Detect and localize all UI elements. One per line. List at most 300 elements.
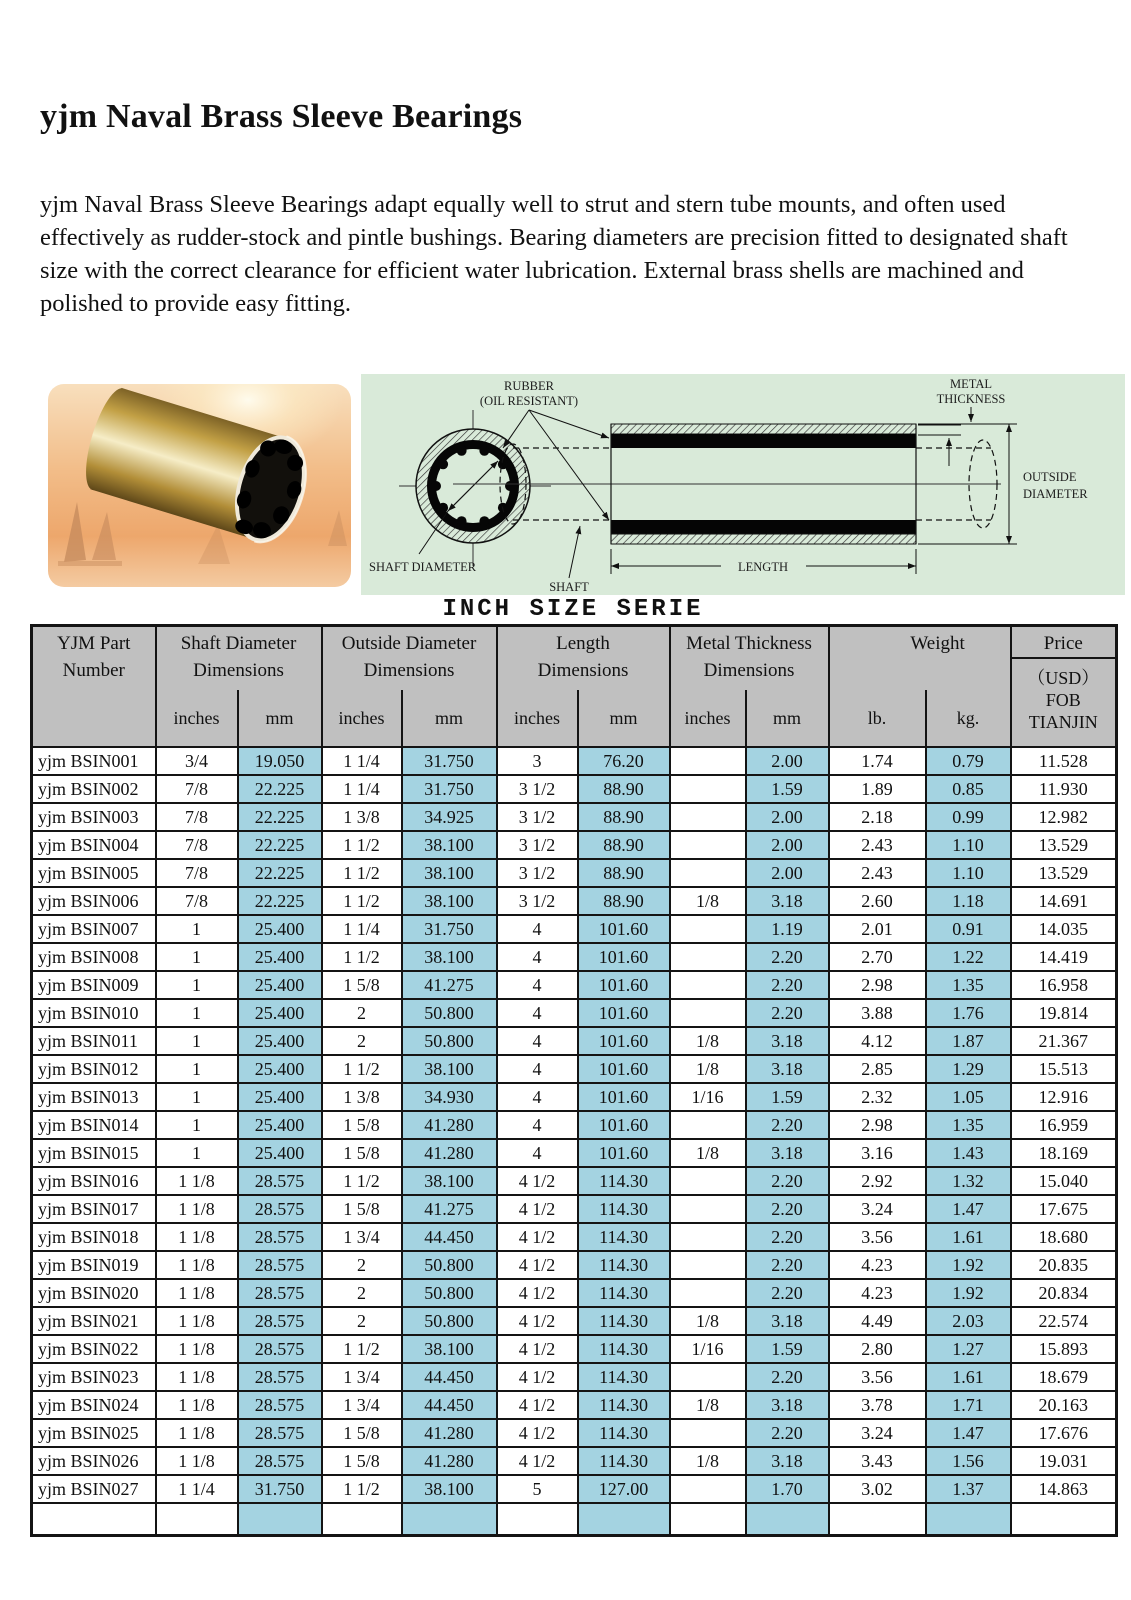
cell-mt-in bbox=[670, 1503, 746, 1536]
cell-len-in: 4 1/2 bbox=[497, 1307, 578, 1335]
cell-price: 20.834 bbox=[1011, 1279, 1117, 1307]
table-row bbox=[32, 1307, 1117, 1335]
header-unit-metal-mm: mm bbox=[746, 690, 829, 747]
cell-out-in: 1 1/4 bbox=[322, 747, 402, 775]
cell-out-mm: 31.750 bbox=[402, 775, 497, 803]
header-unit-lb: lb. bbox=[829, 690, 926, 747]
cell-out-mm: 41.280 bbox=[402, 1419, 497, 1447]
cell-out-in: 1 1/2 bbox=[322, 1055, 402, 1083]
table-row bbox=[32, 943, 1117, 971]
cell-len-mm: 114.30 bbox=[578, 1335, 670, 1363]
cell-mt-in bbox=[670, 1111, 746, 1139]
cell-out-mm: 38.100 bbox=[402, 887, 497, 915]
table-row bbox=[32, 1419, 1117, 1447]
cell-len-in: 3 1/2 bbox=[497, 887, 578, 915]
cell-out-mm bbox=[402, 1503, 497, 1536]
cell-mt-mm: 2.00 bbox=[746, 831, 829, 859]
cell-shaft-in bbox=[156, 1503, 238, 1536]
cell-part: yjm BSIN005 bbox=[32, 859, 156, 887]
cell-price: 16.958 bbox=[1011, 971, 1117, 999]
cell-out-in: 1 5/8 bbox=[322, 1111, 402, 1139]
cell-len-mm: 114.30 bbox=[578, 1223, 670, 1251]
cell-price: 18.679 bbox=[1011, 1363, 1117, 1391]
cell-mt-in: 1/16 bbox=[670, 1335, 746, 1363]
table-row bbox=[32, 1167, 1117, 1195]
cell-lb: 3.02 bbox=[829, 1475, 926, 1503]
cell-kg: 1.76 bbox=[926, 999, 1011, 1027]
cell-lb: 2.60 bbox=[829, 887, 926, 915]
cell-mt-mm: 1.59 bbox=[746, 1335, 829, 1363]
cell-price bbox=[1011, 1503, 1117, 1536]
cell-price: 11.528 bbox=[1011, 747, 1117, 775]
cell-kg: 1.47 bbox=[926, 1419, 1011, 1447]
table-row bbox=[32, 859, 1117, 887]
cell-part: yjm BSIN015 bbox=[32, 1139, 156, 1167]
cell-len-in: 4 bbox=[497, 1083, 578, 1111]
description-paragraph: yjm Naval Brass Sleeve Bearings adapt equally well to strut and stern tube mounts, and often used effectively as rudder-stock and pintle bushings. Bearing diameters are precision fitted to designated shaft size with the correct clearance for efficient water lubrication. External brass shells are machined and polished to provide easy fitting. bbox=[40, 191, 1068, 317]
cell-price: 14.863 bbox=[1011, 1475, 1117, 1503]
cell-lb: 2.70 bbox=[829, 943, 926, 971]
cell-price: 20.835 bbox=[1011, 1251, 1117, 1279]
cell-out-in: 1 3/8 bbox=[322, 1083, 402, 1111]
length-label: LENGTH bbox=[738, 560, 788, 574]
cell-len-in: 4 1/2 bbox=[497, 1419, 578, 1447]
rubber-label-2: (OIL RESISTANT) bbox=[479, 394, 579, 408]
cell-out-mm: 41.275 bbox=[402, 971, 497, 999]
cell-price: 12.916 bbox=[1011, 1083, 1117, 1111]
metal-thickness-label: METAL bbox=[949, 377, 993, 391]
cell-shaft-in: 3/4 bbox=[156, 747, 238, 775]
cell-price: 14.035 bbox=[1011, 915, 1117, 943]
cell-len-mm bbox=[578, 1503, 670, 1536]
cell-out-in: 1 1/2 bbox=[322, 1475, 402, 1503]
cell-shaft-mm: 25.400 bbox=[238, 1111, 322, 1139]
cell-shaft-in: 1 bbox=[156, 1027, 238, 1055]
cell-out-mm: 50.800 bbox=[402, 1279, 497, 1307]
cell-mt-mm: 1.19 bbox=[746, 915, 829, 943]
cell-part: yjm BSIN026 bbox=[32, 1447, 156, 1475]
cell-out-mm: 38.100 bbox=[402, 1475, 497, 1503]
cell-len-mm: 88.90 bbox=[578, 775, 670, 803]
cell-shaft-mm: 25.400 bbox=[238, 1139, 322, 1167]
page-title: yjm Naval Brass Sleeve Bearings bbox=[40, 98, 523, 135]
shaft-diameter-label: SHAFT DIAMETER bbox=[369, 560, 477, 574]
cell-shaft-in: 1 bbox=[156, 1055, 238, 1083]
table-row bbox=[32, 1139, 1117, 1167]
cell-lb: 2.98 bbox=[829, 971, 926, 999]
cell-out-mm: 50.800 bbox=[402, 1307, 497, 1335]
cell-price: 18.680 bbox=[1011, 1223, 1117, 1251]
table-row bbox=[32, 1195, 1117, 1223]
cell-kg: 1.10 bbox=[926, 831, 1011, 859]
cell-price: 11.930 bbox=[1011, 775, 1117, 803]
cell-lb: 1.74 bbox=[829, 747, 926, 775]
cell-part: yjm BSIN002 bbox=[32, 775, 156, 803]
cell-mt-in: 1/16 bbox=[670, 1083, 746, 1111]
cell-kg: 1.10 bbox=[926, 859, 1011, 887]
cell-part: yjm BSIN025 bbox=[32, 1419, 156, 1447]
table-row bbox=[32, 1083, 1117, 1111]
cell-len-mm: 114.30 bbox=[578, 1391, 670, 1419]
cell-len-in: 4 bbox=[497, 915, 578, 943]
cell-out-mm: 38.100 bbox=[402, 859, 497, 887]
cell-shaft-in: 7/8 bbox=[156, 859, 238, 887]
cell-len-in: 4 1/2 bbox=[497, 1167, 578, 1195]
cell-mt-in bbox=[670, 803, 746, 831]
header-unit-outside-mm: mm bbox=[402, 690, 497, 747]
cell-out-mm: 38.100 bbox=[402, 831, 497, 859]
table-row bbox=[32, 971, 1117, 999]
cell-shaft-mm: 28.575 bbox=[238, 1419, 322, 1447]
cell-out-mm: 31.750 bbox=[402, 747, 497, 775]
cell-len-mm: 114.30 bbox=[578, 1307, 670, 1335]
cell-lb: 3.56 bbox=[829, 1223, 926, 1251]
cell-price: 13.529 bbox=[1011, 831, 1117, 859]
metal-thickness-label-2: THICKNESS bbox=[936, 392, 1006, 406]
cell-len-mm: 101.60 bbox=[578, 1027, 670, 1055]
cell-mt-mm: 2.20 bbox=[746, 1363, 829, 1391]
cell-price: 19.814 bbox=[1011, 999, 1117, 1027]
cell-kg: 1.35 bbox=[926, 971, 1011, 999]
cell-out-in: 1 5/8 bbox=[322, 971, 402, 999]
cell-part: yjm BSIN019 bbox=[32, 1251, 156, 1279]
cell-part: yjm BSIN008 bbox=[32, 943, 156, 971]
cell-shaft-mm: 19.050 bbox=[238, 747, 322, 775]
cell-len-mm: 114.30 bbox=[578, 1447, 670, 1475]
table-row bbox=[32, 1475, 1117, 1503]
cell-out-mm: 31.750 bbox=[402, 915, 497, 943]
table-row bbox=[32, 1223, 1117, 1251]
cell-kg bbox=[926, 1503, 1011, 1536]
cell-len-mm: 88.90 bbox=[578, 803, 670, 831]
cell-kg: 1.22 bbox=[926, 943, 1011, 971]
cell-mt-in: 1/8 bbox=[670, 1027, 746, 1055]
cell-len-mm: 101.60 bbox=[578, 915, 670, 943]
cell-shaft-in: 7/8 bbox=[156, 887, 238, 915]
cell-shaft-in: 1 1/8 bbox=[156, 1307, 238, 1335]
cell-shaft-mm: 28.575 bbox=[238, 1223, 322, 1251]
cell-lb: 2.43 bbox=[829, 831, 926, 859]
cell-out-in: 1 1/2 bbox=[322, 1335, 402, 1363]
cell-mt-mm: 2.20 bbox=[746, 1167, 829, 1195]
table-row bbox=[32, 1391, 1117, 1419]
cell-part: yjm BSIN013 bbox=[32, 1083, 156, 1111]
cell-shaft-mm: 28.575 bbox=[238, 1363, 322, 1391]
cell-mt-mm: 2.20 bbox=[746, 1251, 829, 1279]
cell-len-mm: 101.60 bbox=[578, 971, 670, 999]
cell-price: 19.031 bbox=[1011, 1447, 1117, 1475]
cell-len-in: 3 bbox=[497, 747, 578, 775]
cell-part: yjm BSIN017 bbox=[32, 1195, 156, 1223]
cell-len-in bbox=[497, 1503, 578, 1536]
cell-shaft-mm: 28.575 bbox=[238, 1335, 322, 1363]
cell-out-mm: 50.800 bbox=[402, 1027, 497, 1055]
cell-shaft-mm: 28.575 bbox=[238, 1167, 322, 1195]
cell-out-in: 1 5/8 bbox=[322, 1139, 402, 1167]
cell-out-in: 1 3/4 bbox=[322, 1391, 402, 1419]
cell-mt-mm: 3.18 bbox=[746, 1055, 829, 1083]
price-city: TIANJIN bbox=[1028, 712, 1098, 732]
table-row bbox=[32, 775, 1117, 803]
header-unit-length-inches: inches bbox=[497, 690, 578, 747]
cell-part: yjm BSIN006 bbox=[32, 887, 156, 915]
table-row bbox=[32, 1055, 1117, 1083]
header-weight: Weight bbox=[829, 626, 1011, 691]
cell-price: 17.675 bbox=[1011, 1195, 1117, 1223]
cell-lb: 2.85 bbox=[829, 1055, 926, 1083]
table-row bbox=[32, 1251, 1117, 1279]
technical-diagram bbox=[361, 374, 1125, 595]
cell-len-in: 4 1/2 bbox=[497, 1363, 578, 1391]
spec-table-header bbox=[32, 626, 1117, 748]
cell-out-in: 1 1/2 bbox=[322, 887, 402, 915]
table-row bbox=[32, 1279, 1117, 1307]
cell-lb: 3.78 bbox=[829, 1391, 926, 1419]
cell-mt-mm: 3.18 bbox=[746, 887, 829, 915]
cell-shaft-mm: 22.225 bbox=[238, 803, 322, 831]
cell-shaft-mm: 25.400 bbox=[238, 1027, 322, 1055]
cell-shaft-in: 1 1/8 bbox=[156, 1447, 238, 1475]
cell-lb: 3.24 bbox=[829, 1419, 926, 1447]
cell-shaft-in: 1 1/8 bbox=[156, 1195, 238, 1223]
table-row bbox=[32, 1447, 1117, 1475]
cell-mt-mm: 3.18 bbox=[746, 1139, 829, 1167]
rubber-label: RUBBER bbox=[503, 379, 555, 393]
header-outside-diameter: Outside Diameter Dimensions bbox=[322, 626, 497, 691]
cell-mt-in bbox=[670, 1475, 746, 1503]
cell-mt-in bbox=[670, 1419, 746, 1447]
cell-kg: 1.29 bbox=[926, 1055, 1011, 1083]
cell-price: 21.367 bbox=[1011, 1027, 1117, 1055]
cell-price: 17.676 bbox=[1011, 1419, 1117, 1447]
cell-price: 13.529 bbox=[1011, 859, 1117, 887]
cell-mt-mm: 1.59 bbox=[746, 1083, 829, 1111]
table-row bbox=[32, 1111, 1117, 1139]
table-row bbox=[32, 747, 1117, 775]
cell-price: 20.163 bbox=[1011, 1391, 1117, 1419]
cell-mt-in bbox=[670, 915, 746, 943]
empty-row bbox=[32, 1503, 1117, 1536]
cell-mt-in: 1/8 bbox=[670, 887, 746, 915]
cell-out-mm: 41.280 bbox=[402, 1139, 497, 1167]
cell-mt-in bbox=[670, 1363, 746, 1391]
header-unit-shaft-inches: inches bbox=[156, 690, 238, 747]
cell-mt-mm: 2.20 bbox=[746, 1223, 829, 1251]
cell-out-in: 1 1/4 bbox=[322, 775, 402, 803]
cell-kg: 1.71 bbox=[926, 1391, 1011, 1419]
cell-mt-in: 1/8 bbox=[670, 1447, 746, 1475]
cell-shaft-mm: 25.400 bbox=[238, 915, 322, 943]
cell-out-mm: 44.450 bbox=[402, 1363, 497, 1391]
table-row bbox=[32, 887, 1117, 915]
cell-out-in: 1 3/8 bbox=[322, 803, 402, 831]
cell-shaft-in: 1 bbox=[156, 915, 238, 943]
cell-part: yjm BSIN027 bbox=[32, 1475, 156, 1503]
cell-mt-in: 1/8 bbox=[670, 1391, 746, 1419]
cell-shaft-in: 1 bbox=[156, 999, 238, 1027]
table-row bbox=[32, 1335, 1117, 1363]
cell-kg: 0.85 bbox=[926, 775, 1011, 803]
cell-len-mm: 101.60 bbox=[578, 1055, 670, 1083]
cell-part: yjm BSIN024 bbox=[32, 1391, 156, 1419]
cell-lb: 3.88 bbox=[829, 999, 926, 1027]
cell-len-in: 4 bbox=[497, 1111, 578, 1139]
cell-out-mm: 34.925 bbox=[402, 803, 497, 831]
cell-len-in: 4 bbox=[497, 943, 578, 971]
cell-len-in: 3 1/2 bbox=[497, 859, 578, 887]
cell-mt-mm: 3.18 bbox=[746, 1307, 829, 1335]
cell-price: 22.574 bbox=[1011, 1307, 1117, 1335]
header-length: Length Dimensions bbox=[497, 626, 670, 691]
outside-diameter-label-2: DIAMETER bbox=[1023, 487, 1088, 501]
cell-out-in: 2 bbox=[322, 1251, 402, 1279]
cell-len-mm: 127.00 bbox=[578, 1475, 670, 1503]
top-rubber-band bbox=[611, 434, 916, 448]
cell-out-in: 1 3/4 bbox=[322, 1363, 402, 1391]
cell-shaft-mm: 28.575 bbox=[238, 1447, 322, 1475]
spec-table-body bbox=[32, 747, 1117, 1536]
cell-price: 18.169 bbox=[1011, 1139, 1117, 1167]
cell-kg: 0.91 bbox=[926, 915, 1011, 943]
header-part-number: YJM Part Number bbox=[32, 626, 156, 748]
cell-mt-mm bbox=[746, 1503, 829, 1536]
cell-part: yjm BSIN001 bbox=[32, 747, 156, 775]
bottom-metal-hatch bbox=[611, 534, 916, 544]
cell-len-mm: 114.30 bbox=[578, 1251, 670, 1279]
cell-mt-mm: 2.20 bbox=[746, 971, 829, 999]
cell-out-in: 1 1/2 bbox=[322, 859, 402, 887]
cell-len-in: 4 1/2 bbox=[497, 1335, 578, 1363]
cell-kg: 1.47 bbox=[926, 1195, 1011, 1223]
table-title: INCH SIZE SERIE bbox=[442, 596, 704, 623]
cell-kg: 0.99 bbox=[926, 803, 1011, 831]
cell-price: 16.959 bbox=[1011, 1111, 1117, 1139]
cell-len-mm: 76.20 bbox=[578, 747, 670, 775]
table-row bbox=[32, 1027, 1117, 1055]
cell-shaft-in: 7/8 bbox=[156, 775, 238, 803]
cell-lb: 4.23 bbox=[829, 1251, 926, 1279]
cell-mt-in bbox=[670, 859, 746, 887]
cell-price: 12.982 bbox=[1011, 803, 1117, 831]
cell-len-in: 3 1/2 bbox=[497, 775, 578, 803]
cell-lb: 2.92 bbox=[829, 1167, 926, 1195]
cell-kg: 1.92 bbox=[926, 1251, 1011, 1279]
cell-mt-mm: 2.20 bbox=[746, 1111, 829, 1139]
header-metal-thickness: Metal Thickness Dimensions bbox=[670, 626, 829, 691]
media-row bbox=[0, 372, 1131, 596]
cell-out-mm: 38.100 bbox=[402, 943, 497, 971]
cell-lb: 4.49 bbox=[829, 1307, 926, 1335]
cell-part: yjm BSIN020 bbox=[32, 1279, 156, 1307]
cell-price: 14.691 bbox=[1011, 887, 1117, 915]
outside-diameter-label: OUTSIDE bbox=[1023, 470, 1077, 484]
product-photo-image bbox=[48, 384, 351, 587]
header-shaft-diameter: Shaft Diameter Dimensions bbox=[156, 626, 322, 691]
product-photo bbox=[48, 384, 351, 587]
cell-mt-in: 1/8 bbox=[670, 1139, 746, 1167]
cell-shaft-mm: 28.575 bbox=[238, 1307, 322, 1335]
header-unit-outside-inches: inches bbox=[322, 690, 402, 747]
cell-len-in: 4 bbox=[497, 971, 578, 999]
cell-len-mm: 114.30 bbox=[578, 1195, 670, 1223]
cell-lb: 2.43 bbox=[829, 859, 926, 887]
cell-out-in: 1 1/2 bbox=[322, 1167, 402, 1195]
cell-mt-in bbox=[670, 1279, 746, 1307]
table-row bbox=[32, 803, 1117, 831]
cell-part: yjm BSIN018 bbox=[32, 1223, 156, 1251]
cell-out-in: 1 5/8 bbox=[322, 1419, 402, 1447]
cell-kg: 1.32 bbox=[926, 1167, 1011, 1195]
price-currency: （USD） bbox=[1027, 668, 1100, 688]
cell-out-in: 1 1/2 bbox=[322, 943, 402, 971]
cell-price: 15.040 bbox=[1011, 1167, 1117, 1195]
cell-mt-mm: 2.20 bbox=[746, 943, 829, 971]
spec-table bbox=[30, 624, 1118, 1537]
cell-mt-mm: 2.20 bbox=[746, 1195, 829, 1223]
cell-lb: 3.24 bbox=[829, 1195, 926, 1223]
price-fob: FOB bbox=[1045, 690, 1081, 710]
cell-price: 14.419 bbox=[1011, 943, 1117, 971]
cell-shaft-in: 1 1/8 bbox=[156, 1419, 238, 1447]
cell-lb: 2.01 bbox=[829, 915, 926, 943]
cell-shaft-mm: 25.400 bbox=[238, 999, 322, 1027]
cell-shaft-in: 1 1/8 bbox=[156, 1223, 238, 1251]
cell-out-mm: 44.450 bbox=[402, 1391, 497, 1419]
cell-part: yjm BSIN014 bbox=[32, 1111, 156, 1139]
cell-shaft-in: 7/8 bbox=[156, 831, 238, 859]
cell-len-in: 4 bbox=[497, 1055, 578, 1083]
cell-kg: 0.79 bbox=[926, 747, 1011, 775]
table-row bbox=[32, 831, 1117, 859]
cell-len-mm: 101.60 bbox=[578, 943, 670, 971]
cell-shaft-in: 1 1/8 bbox=[156, 1251, 238, 1279]
cell-mt-mm: 2.00 bbox=[746, 747, 829, 775]
header-unit-kg: kg. bbox=[926, 690, 1011, 747]
cell-shaft-in: 1 bbox=[156, 971, 238, 999]
cell-part: yjm BSIN007 bbox=[32, 915, 156, 943]
cell-out-mm: 38.100 bbox=[402, 1055, 497, 1083]
cell-shaft-in: 1 bbox=[156, 943, 238, 971]
cell-len-in: 4 1/2 bbox=[497, 1391, 578, 1419]
cell-len-in: 4 1/2 bbox=[497, 1279, 578, 1307]
cell-kg: 1.35 bbox=[926, 1111, 1011, 1139]
cell-lb: 4.12 bbox=[829, 1027, 926, 1055]
cell-out-mm: 38.100 bbox=[402, 1335, 497, 1363]
cell-len-mm: 114.30 bbox=[578, 1167, 670, 1195]
cell-out-mm: 41.275 bbox=[402, 1195, 497, 1223]
cell-out-mm: 34.930 bbox=[402, 1083, 497, 1111]
cell-mt-mm: 2.20 bbox=[746, 1419, 829, 1447]
cell-part: yjm BSIN009 bbox=[32, 971, 156, 999]
cell-len-mm: 88.90 bbox=[578, 887, 670, 915]
cell-len-mm: 101.60 bbox=[578, 1139, 670, 1167]
cell-shaft-in: 1 bbox=[156, 1083, 238, 1111]
cell-part: yjm BSIN011 bbox=[32, 1027, 156, 1055]
cell-shaft-in: 7/8 bbox=[156, 803, 238, 831]
cell-mt-mm: 1.70 bbox=[746, 1475, 829, 1503]
cell-kg: 1.61 bbox=[926, 1223, 1011, 1251]
cell-lb bbox=[829, 1503, 926, 1536]
top-metal-hatch bbox=[611, 424, 916, 434]
cell-mt-mm: 3.18 bbox=[746, 1447, 829, 1475]
cell-out-in: 1 3/4 bbox=[322, 1223, 402, 1251]
cell-shaft-in: 1 bbox=[156, 1111, 238, 1139]
cell-len-mm: 88.90 bbox=[578, 859, 670, 887]
cell-mt-in bbox=[670, 747, 746, 775]
cell-part: yjm BSIN023 bbox=[32, 1363, 156, 1391]
cell-shaft-mm bbox=[238, 1503, 322, 1536]
cell-len-in: 4 1/2 bbox=[497, 1195, 578, 1223]
